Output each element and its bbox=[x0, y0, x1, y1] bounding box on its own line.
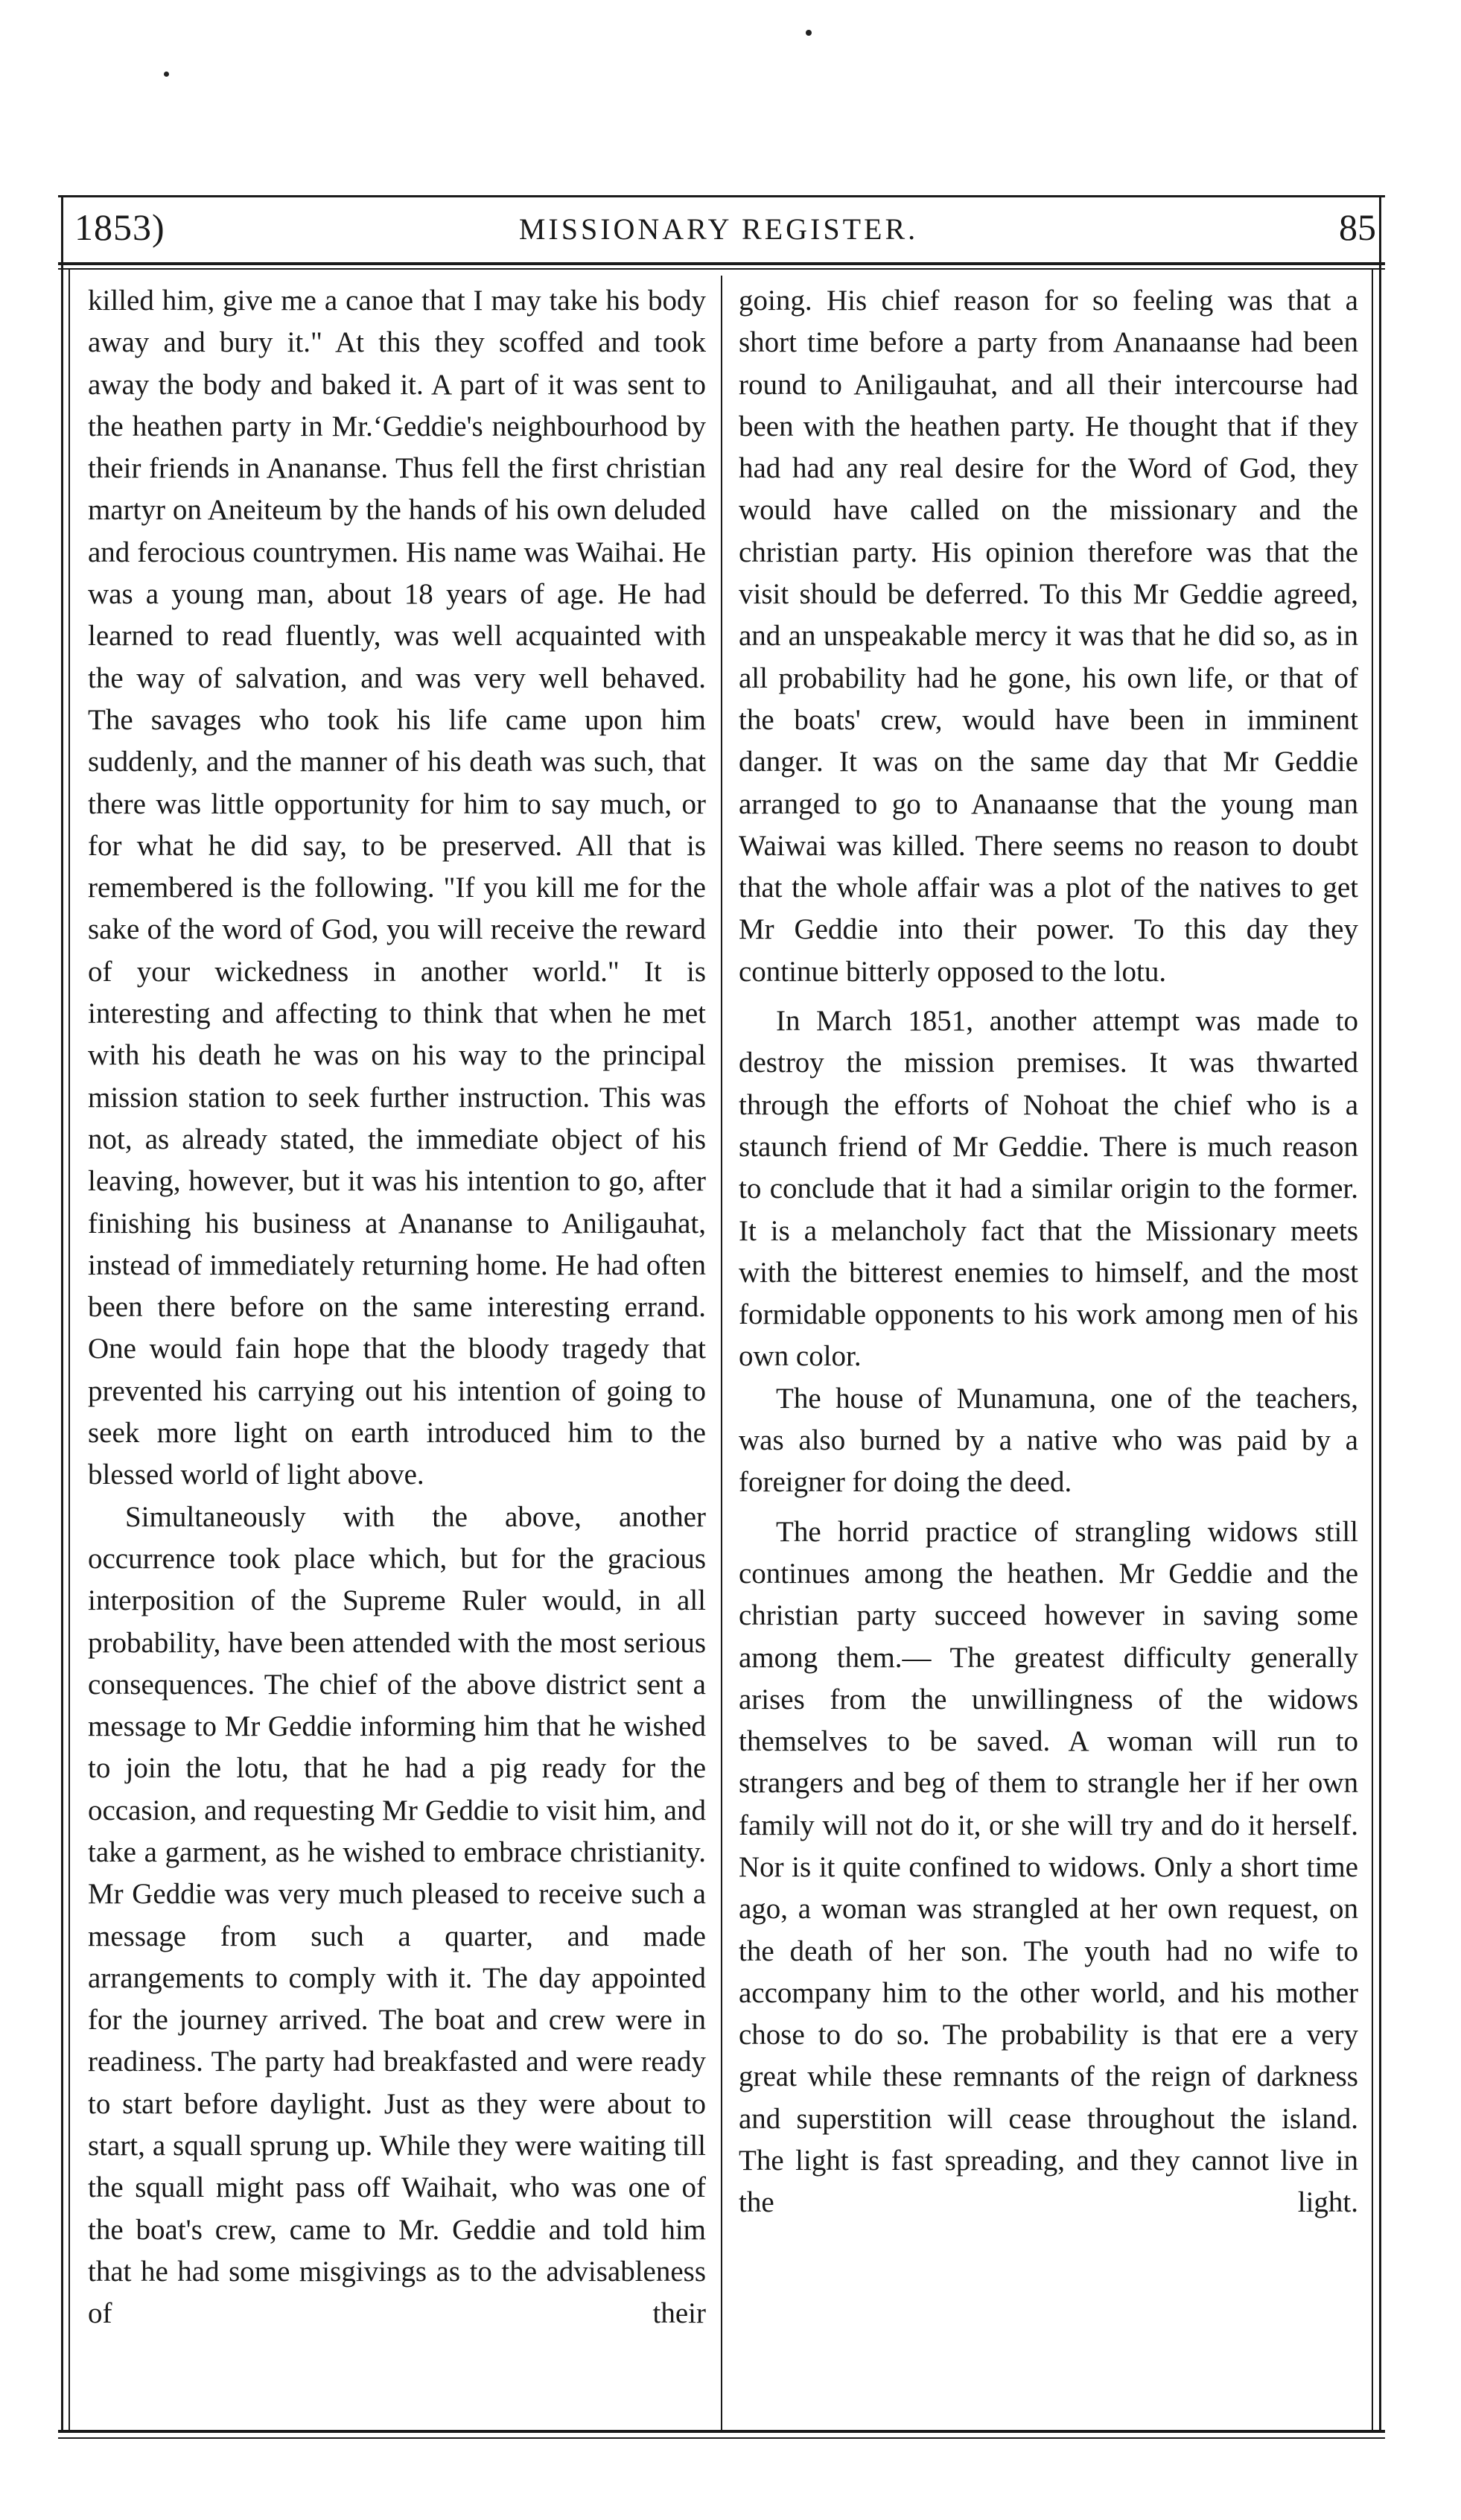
right-paragraph-2: In March 1851, another attempt was made to destroy the mission premises. It was thwarted through the efforts of Nohoat the chief who is a staunch friend of Mr Geddie. There is much reason to conclude that it had a similar origin to the former. It is a melancholy fact that the Missionary meets with the bitterest enemies to himself, and the most formidable opponents to his work among men of his own color. bbox=[739, 1005, 1358, 1373]
header-rule-thin bbox=[58, 268, 1385, 270]
right-paragraph-3: The house of Munamuna, one of the teachers, was also burned by a native who was paid by a foreigner for doing the deed. bbox=[739, 1382, 1358, 1499]
right-column bbox=[739, 280, 1358, 2224]
left-paragraph-2: Simultaneously with the above, another occurrence took place which, but for the gracious interposition of the Supreme Ruler would, in all probability, have been attended with the most serious consequences. The chief of the above district sent a message to Mr Geddie informing him that he wished to join the lotu, that he had a pig ready for the occasion, and requesting Mr Geddie to visit him, and take a garment, as he wished to embrace christianity. Mr Geddie was very much pleased to receive such a message from such a quarter, and made arrangements to comply with it. The day appointed for the journey arrived. The boat and crew were in readiness. The party had breakfasted and were ready to start before daylight. Just as they were about to start, a squall sprung up. While they were waiting till the squall might pass off Waihait, who was one of the boat's crew, came to Mr. Geddie and told him that he had some misgivings as to the advisableness of their bbox=[88, 1500, 706, 2330]
right-paragraph-4: The horrid practice of strangling widows still continues among the heathen. Mr Geddie and the christian party succeed however in saving some among them.— The greatest difficulty generally arises from the unwillingness of the widows themselves to be saved. A woman will run to strangers and beg of them to strangle her if her own family will not do it, or she will try and do it herself. Nor is it quite confined to widows. Only a short time ago, a woman was strangled at her own request, on the death of her son. The youth had no wife to accompany him to the other world, and his mother chose to do so. The probability is that ere a very great while these remnants of the reign of darkness and superstition will cease throughout the island. The light is fast spreading, and they cannot live in the light. bbox=[739, 1515, 1358, 2219]
ink-speck bbox=[164, 72, 169, 77]
frame-rule-right-inner bbox=[1372, 270, 1373, 2430]
header-rule-top bbox=[58, 195, 1385, 197]
column-divider-rule bbox=[721, 276, 722, 2430]
header-rule bbox=[58, 262, 1385, 265]
ink-speck bbox=[806, 30, 812, 36]
footer-rule bbox=[58, 2430, 1385, 2433]
footer-rule-thin bbox=[58, 2437, 1385, 2439]
frame-rule-right bbox=[1379, 195, 1381, 2431]
left-paragraph-1: killed him, give me a canoe that I may take his body away and bury it." At this they scoffed and took away the body and baked it. A part of it was sent to the heathen party in Mr.‘Geddie's neighbourhood by their friends in Anananse. Thus fell the first christian martyr on Aneiteum by the hands of his own deluded and ferocious countrymen. His name was Waihai. He was a young man, about 18 years of age. He had learned to read fluently, was well acquainted with the way of salvation, and was very well behaved. The savages who took his life came upon him suddenly, and the manner of his death was such, that there was little opportunity for him to say much, or for what he did say, to be preserved. All that is remembered is the following. "If you kill me for the sake of the word of God, you will receive the reward of your wickedness in another world." It is interesting and affecting to think that when he met with his death he was on his way to the principal mission station to seek further instruction. This was not, as already stated, the immediate object of his leaving, however, but it was his intention to go, after finishing his business at Anananse to Aniligauhat, instead of immediately returning home. He had often been there before on the same interesting errand. One would fain hope that the bloody tragedy that prevented his carrying out his intention of going to seek more light on earth introduced him to the blessed world of light above. bbox=[88, 285, 706, 1491]
header-year: 1853) bbox=[74, 206, 165, 248]
left-column bbox=[88, 280, 706, 2335]
frame-rule-left bbox=[61, 195, 63, 2431]
frame-rule-left-inner bbox=[69, 270, 70, 2430]
header-title: MISSIONARY REGISTER. bbox=[518, 212, 919, 246]
running-head bbox=[52, 200, 1385, 253]
page-number: 85 bbox=[1339, 206, 1376, 248]
right-paragraph-1: going. His chief reason for so feeling was that a short time before a party from Ananaanse had been round to Aniligauhat, and all their intercourse had been with the heathen party. He thought that if they had had any real desire for the Word of God, they would have called on the missionary and the christian party. His opinion therefore was that the visit should be deferred. To this Mr Geddie agreed, and an unspeakable mercy it was that he did so, as in all probability had he gone, his own life, or that of the boats' crew, would have been in imminent danger. It was on the same day that Mr Geddie arranged to go to Ananaanse that the young man Waiwai was killed. There seems no reason to doubt that the whole affair was a plot of the natives to get Mr Geddie into their power. To this day they continue bitterly opposed to the lotu. bbox=[739, 285, 1358, 988]
